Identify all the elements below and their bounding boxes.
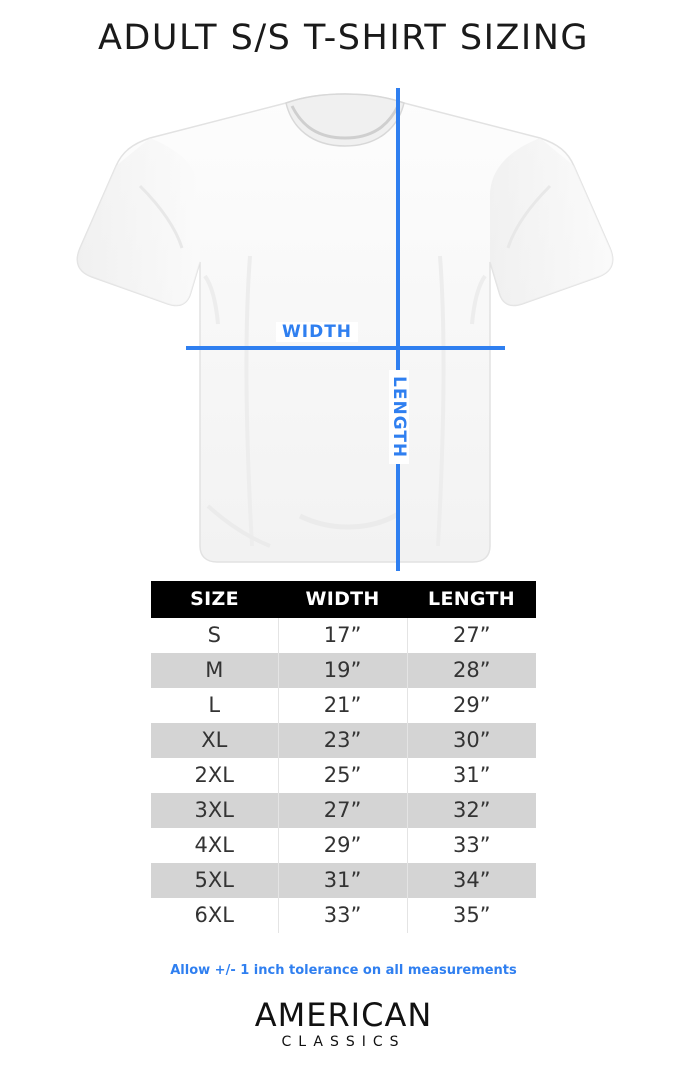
cell-size: XL (151, 723, 278, 758)
table-header-row (151, 581, 536, 618)
brand-name: AMERICAN (254, 996, 433, 1034)
cell-width: 27” (278, 793, 407, 828)
width-measure-line (186, 346, 505, 350)
table-row (151, 758, 536, 793)
header-width: WIDTH (278, 581, 407, 618)
tolerance-note: Allow +/- 1 inch tolerance on all measurements (170, 963, 517, 978)
length-measure-line (396, 88, 400, 571)
table-row (151, 688, 536, 723)
page-title: ADULT S/S T-SHIRT SIZING (97, 18, 590, 58)
table-row (151, 828, 536, 863)
cell-width: 29” (278, 828, 407, 863)
cell-size: 4XL (151, 828, 278, 863)
length-label: LENGTH (389, 370, 409, 464)
brand-tagline: CLASSICS (281, 1034, 406, 1050)
table-row (151, 618, 536, 653)
cell-width: 17” (278, 618, 407, 653)
table-row (151, 653, 536, 688)
cell-length: 33” (407, 828, 536, 863)
table-row (151, 793, 536, 828)
header-size: SIZE (151, 581, 278, 618)
table-row (151, 723, 536, 758)
cell-length: 31” (407, 758, 536, 793)
header-length: LENGTH (407, 581, 536, 618)
cell-size: M (151, 653, 278, 688)
cell-length: 32” (407, 793, 536, 828)
cell-length: 29” (407, 688, 536, 723)
width-label: WIDTH (276, 322, 358, 342)
cell-width: 19” (278, 653, 407, 688)
cell-length: 34” (407, 863, 536, 898)
cell-length: 28” (407, 653, 536, 688)
cell-size: 3XL (151, 793, 278, 828)
cell-width: 25” (278, 758, 407, 793)
cell-width: 23” (278, 723, 407, 758)
cell-length: 27” (407, 618, 536, 653)
shirt-diagram (0, 76, 687, 566)
size-table (151, 581, 536, 933)
tshirt-illustration (0, 76, 687, 566)
cell-width: 31” (278, 863, 407, 898)
cell-size: 2XL (151, 758, 278, 793)
cell-length: 30” (407, 723, 536, 758)
cell-length: 35” (407, 898, 536, 933)
cell-size: S (151, 618, 278, 653)
cell-size: 5XL (151, 863, 278, 898)
cell-width: 33” (278, 898, 407, 933)
cell-size: L (151, 688, 278, 723)
cell-width: 21” (278, 688, 407, 723)
cell-size: 6XL (151, 898, 278, 933)
table-row (151, 863, 536, 898)
table-row (151, 898, 536, 933)
